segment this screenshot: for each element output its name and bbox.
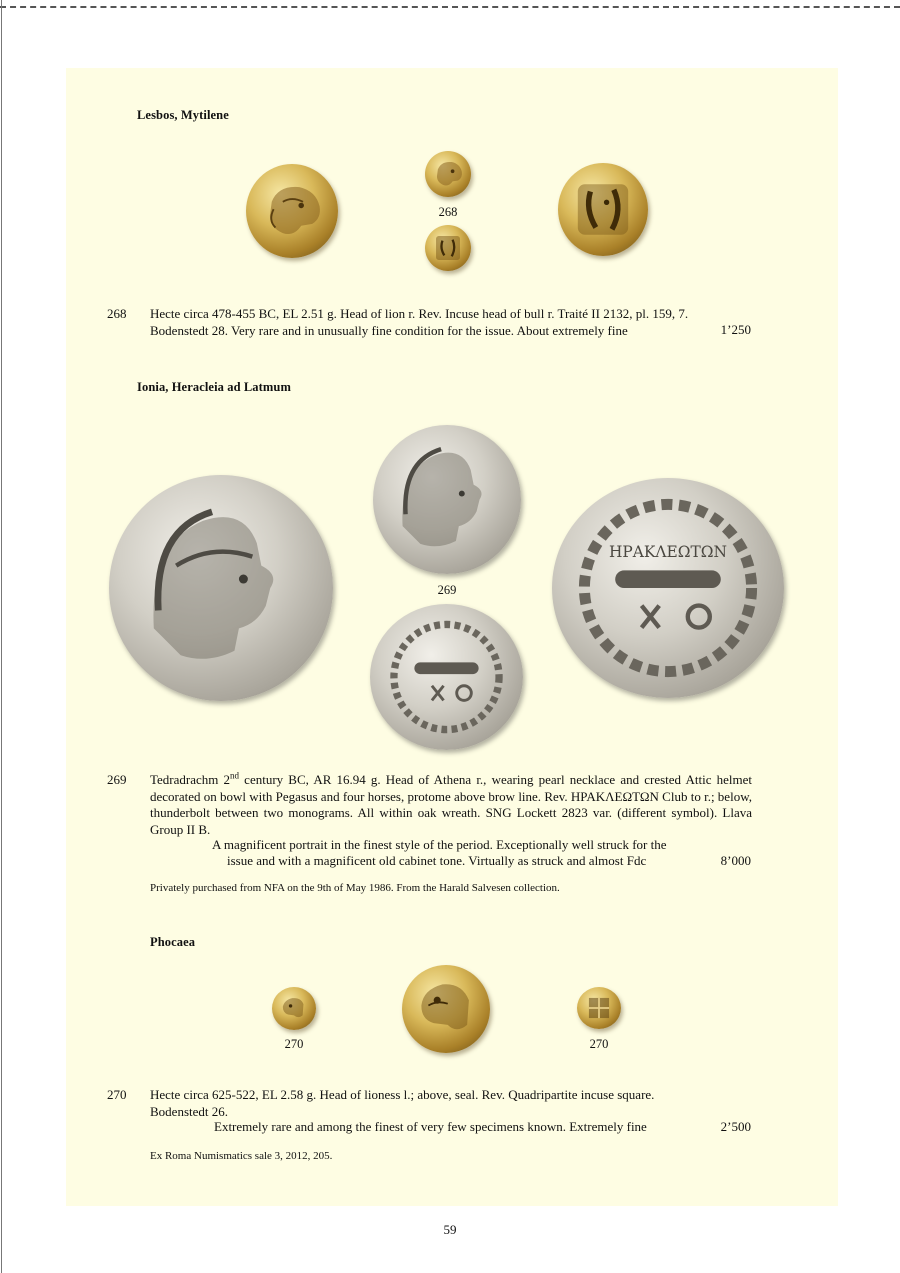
- lot-270-price: 2’500: [720, 1119, 751, 1134]
- club-in-wreath-icon: [552, 478, 784, 698]
- lot-269-description: [150, 772, 752, 838]
- lot-268-description: [150, 306, 752, 339]
- lot-268-description-line-1: Hecte circa 478-455 BC, EL 2.51 g. Head of lion r. Rev. Incuse head of bull r. Traité II 2132, pl. 159, 7.: [150, 306, 689, 321]
- bull-head-small-icon: [425, 225, 471, 271]
- coin-269-obverse: [373, 425, 521, 574]
- lot-270-provenance: Ex Roma Numismatics sale 3, 2012, 205.: [150, 1150, 333, 1162]
- lot-268-description-line-2: Bodenstedt 28. Very rare and in unusually fine condition for the issue. About extremely fine: [150, 322, 628, 338]
- lot-269-heading: Ionia, Heracleia ad Latmum: [137, 380, 291, 394]
- coin-270-obverse: [272, 987, 316, 1030]
- lioness-head-icon: [402, 965, 490, 1053]
- coin-269-reverse: [370, 604, 523, 750]
- lot-270-description-line-2: Bodenstedt 26.: [150, 1103, 228, 1119]
- coin-269-reverse-enlarged: [552, 478, 784, 698]
- lion-head-small-icon: [425, 151, 471, 197]
- coin-268-reverse-enlarged: [558, 163, 648, 256]
- lot-269-number: 269: [107, 772, 127, 787]
- coin-270-obverse-enlarged: [402, 965, 490, 1053]
- bull-head-icon: [558, 163, 648, 256]
- club-in-wreath-small-icon: [370, 604, 523, 750]
- lioness-head-small-icon: [272, 987, 316, 1030]
- quadripartite-incuse-icon: [577, 987, 621, 1029]
- lot-269-description-rest: century BC, AR 16.94 g. Head of Athena r., wearing pearl necklace and crested Attic helmet decorated on bowl with Pegasus and four horses, protome above brow line. Rev. ΗΡΑΚΛΕΩΤΩΝ Club to r.; below, thunderbolt between two monograms. All within oak wreath. SNG Lockett 2823 var. (different symbol). Llava Group II B.: [150, 772, 752, 837]
- athena-head-icon: [109, 475, 333, 701]
- lot-270-grade: Extremely rare and among the finest of very few specimens known. Extremely fine: [214, 1119, 647, 1134]
- lot-269-provenance: Privately purchased from NFA on the 9th of May 1986. From the Harald Salvesen collection.: [150, 882, 560, 894]
- page-number: 59: [443, 1222, 457, 1237]
- top-dashed-border: [0, 6, 900, 8]
- coin-269-obverse-enlarged: [109, 475, 333, 701]
- lot-270-description: [150, 1087, 752, 1120]
- coin-268-reverse: [425, 225, 471, 271]
- lot-268-heading: Lesbos, Mytilene: [137, 108, 229, 122]
- lot-268-number: 268: [107, 306, 127, 321]
- coin-270-reverse: [577, 987, 621, 1029]
- coin-269-caption: 269: [437, 583, 457, 597]
- lot-268-price: 1’250: [720, 322, 751, 337]
- lot-269-price: 8’000: [720, 853, 751, 868]
- coin-268-obverse: [425, 151, 471, 197]
- lot-270-heading: Phocaea: [150, 935, 196, 949]
- lot-269-denomination: Tedradrachm 2: [150, 772, 231, 787]
- coin-268-caption: 268: [438, 205, 458, 219]
- lot-270-number: 270: [107, 1087, 127, 1102]
- coin-270-caption-left: 270: [284, 1037, 304, 1051]
- left-margin-rule: [1, 0, 2, 1273]
- lot-270-description-line-1: Hecte circa 625-522, EL 2.58 g. Head of lioness l.; above, seal. Rev. Quadripartite incuse square.: [150, 1087, 655, 1102]
- coin-268-obverse-enlarged: [246, 164, 338, 258]
- lot-269-superscript: nd: [230, 770, 240, 781]
- lot-269-grade-line-1: A magnificent portrait in the finest style of the period. Exceptionally well struck for the: [212, 837, 667, 852]
- coin-legend: ΗΡΑΚΛΕΩΤΩΝ: [609, 543, 727, 562]
- lion-head-icon: [246, 164, 338, 258]
- coin-270-caption-right: 270: [589, 1037, 609, 1051]
- lot-269-grade-line-2: issue and with a magnificent old cabinet tone. Virtually as struck and almost Fdc: [227, 853, 647, 868]
- athena-head-small-icon: [373, 425, 521, 574]
